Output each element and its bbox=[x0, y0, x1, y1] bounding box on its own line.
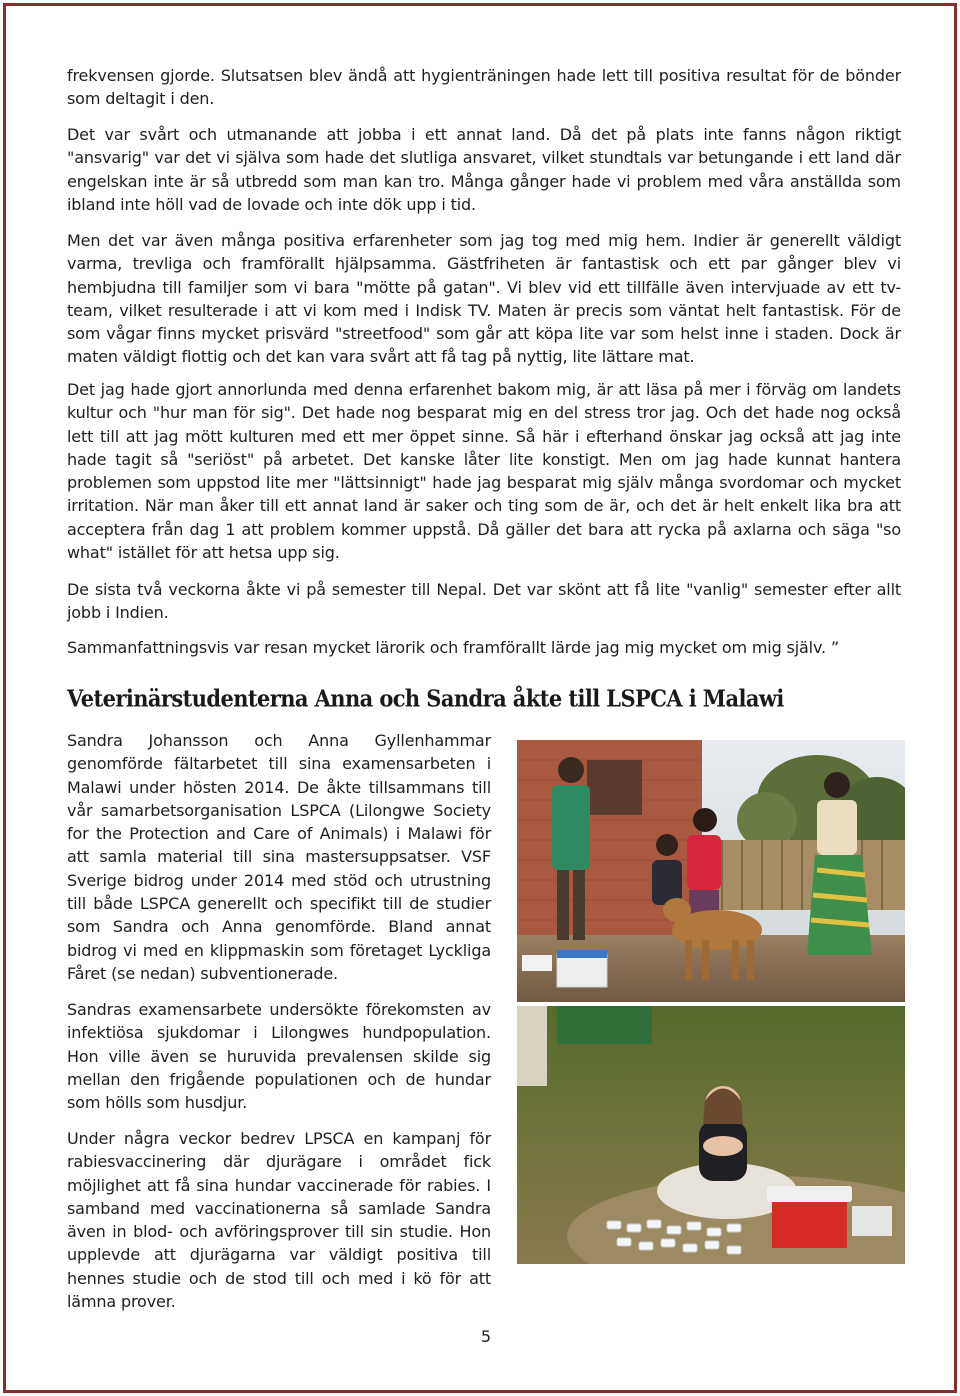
photo-dog-vaccination bbox=[517, 740, 905, 1002]
page bbox=[3, 3, 957, 1393]
section-heading: Veterinärstudenterna Anna och Sandra åkte till LSPCA i Malawi bbox=[67, 684, 784, 712]
paragraph-hygiene-conclusion: frekvensen gjorde. Slutsatsen blev ändå att hygienträningen hade lett till positiva resultat för de bönder som deltagit i den. bbox=[67, 66, 901, 109]
paragraph-positive-experiences: Men det var även många positiva erfarenheter som jag tog med mig hem. Indier är generellt väldigt varma, trevliga och framförallt hjälpsamma. Gästfriheten är fantastisk och ett par gånger blev vi hembjudna till familjer som vi bara "mötte på gatan". Vi blev vid ett tillfälle även intervjuade av ett tv-team, vilket resulterade i att vi kom med i Indisk TV. Maten är precis som väntat helt fantastisk. För de som vågar finns mycket prisvärd "streetfood" som går att köpa lite var som helst inne i staden. Dock är maten väldigt flottig och det kan vara svårt att få tag på nyttig, lite lättare mat. bbox=[67, 231, 901, 367]
paragraph-challenges: Det var svårt och utmanande att jobba i ett annat land. Då det på plats inte fanns någon riktigt "ansvarig" var det vi själva som hade det slutliga ansvaret, vilket stundtals var betungande i ett land där engelskan inte är så utbredd som man kan tro. Många gånger hade vi problem med våra anställda som ibland inte höll vad de lovade och inte dök upp i tid. bbox=[67, 125, 901, 214]
paragraph-lessons: Det jag hade gjort annorlunda med denna erfarenhet bakom mig, är att läsa på mer i förväg om landets kultur och "hur man för sig". Det hade nog besparat mig en del stress tror jag. Och det hade nog också lett till att jag mött kulturen med ett mer öppet sinne. Så här i efterhand önskar jag också att jag inte hade tagit så "seriöst" på arbetet. Det kanske låter lite konstigt. Men om jag hade kunnat hantera problemen som uppstod lite mer "lättsinnigt" hade jag besparat mig själv många svordomar och mycket irritation. När man åker till ett annat land är saker och ting som de är, och det är helt enkelt lika bra att acceptera från dag 1 att problem kommer uppstå. Då gäller det bara att rycka på axlarna och säga "so what" istället för att hetsa upp sig. bbox=[67, 380, 901, 563]
column-paragraph-campaign: Under några veckor bedrev LPSCA en kampanj för rabiesvaccinering där djurägare i området fick möjlighet att få sina hundar vaccinerade för rabies. I samband med vaccinationerna så samlade Sandra även in blod- och avföringsprover till sin studie. Hon upplevde att djurägarna var väldigt positiva till hennes studie och de stod till och med i kö för att lämna prover. bbox=[67, 1129, 491, 1312]
photo-sample-collection bbox=[517, 1006, 905, 1264]
column-paragraph-intro: Sandra Johansson och Anna Gyllenhammar genomförde fältarbetet till sina examensarbeten i Malawi under hösten 2014. De åkte tillsammans till vår samarbetsorganisation LSPCA (Lilongwe Society for the Protection and Care of Animals) i Malawi för att samla material till sina mastersuppsatser. VSF Sverige bidrog under 2014 med stöd och utrustning till både LSPCA generellt och specifikt till de studier som Sandra och Anna genomförde. Bland annat bidrog vi med en klippmaskin som företaget Lyckliga Fåret (se nedan) subventionerade. bbox=[67, 731, 491, 983]
column-paragraph-study: Sandras examensarbete undersökte förekomsten av infektiösa sjukdomar i Lilongwes hundpopulation. Hon ville även se huruvida prevalensen skilde sig mellan den frigående populationen och de hundar som hölls som husdjur. bbox=[67, 1000, 491, 1113]
paragraph-nepal: De sista två veckorna åkte vi på semester till Nepal. Det var skönt att få lite "vanlig" semester efter allt jobb i Indien. bbox=[67, 580, 901, 623]
paragraph-summary: Sammanfattningsvis var resan mycket lärorik och framförallt lärde jag mig mycket om mig själv. ” bbox=[67, 638, 840, 657]
page-number: 5 bbox=[480, 1327, 492, 1346]
